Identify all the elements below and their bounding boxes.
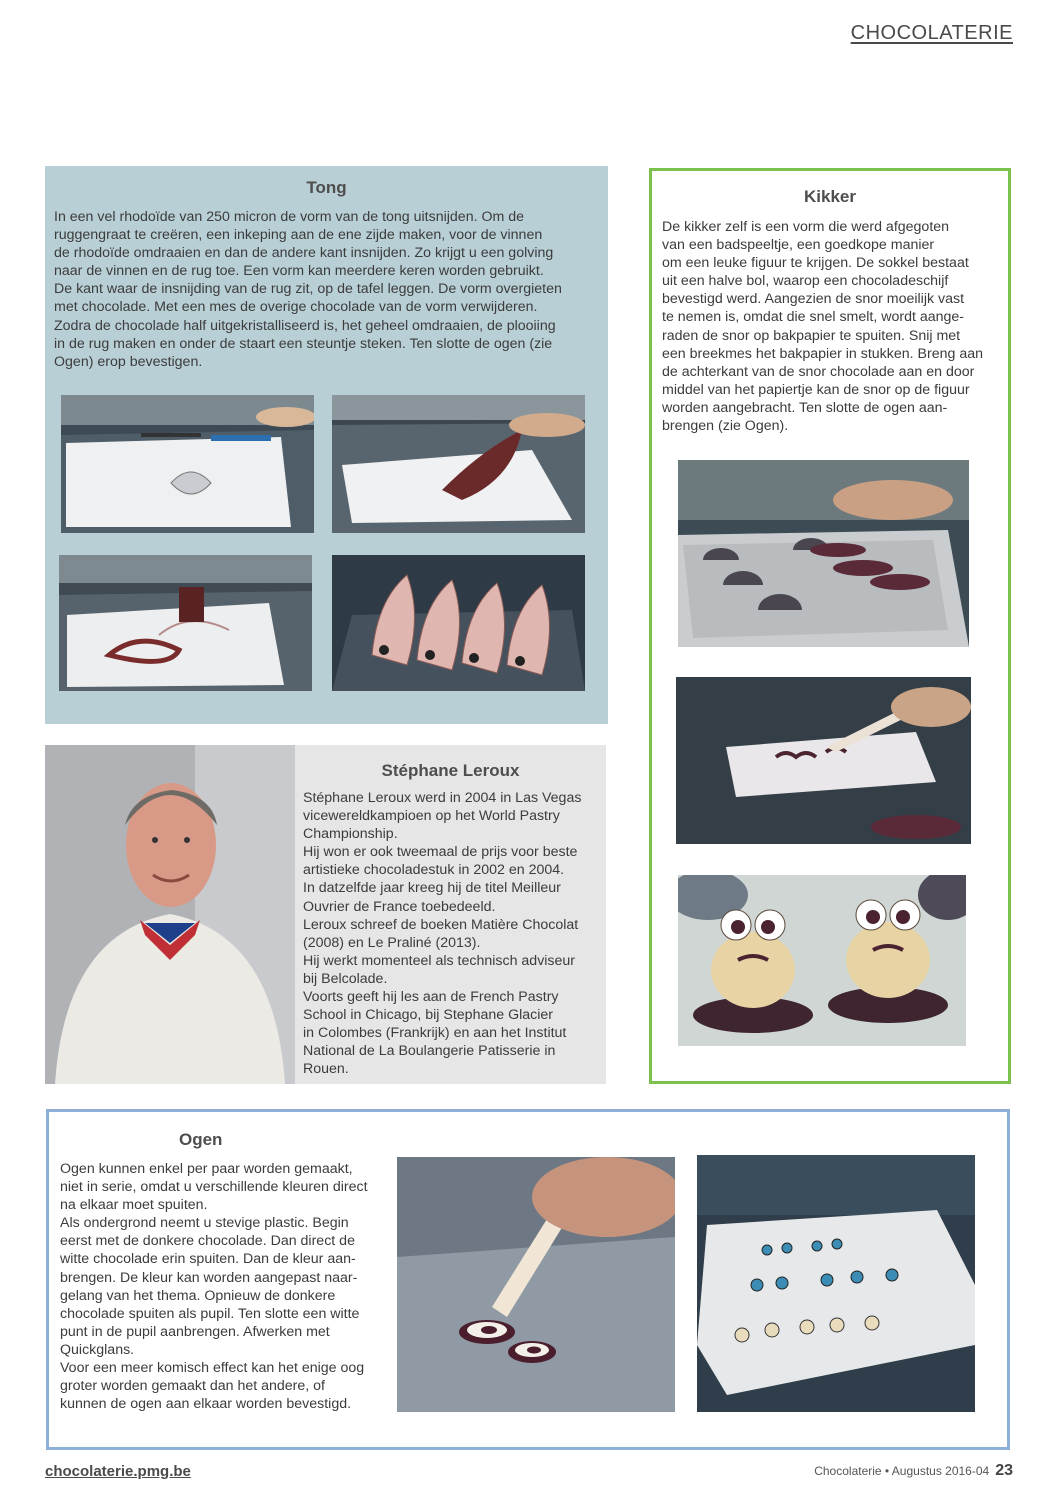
tong-photo-cutting	[61, 395, 314, 533]
kikker-photo-mustache	[676, 677, 971, 844]
ogen-photo-rows	[697, 1155, 975, 1412]
kikker-photo-frogs	[678, 875, 966, 1046]
leroux-box	[45, 745, 606, 1084]
tong-photo-pouring	[332, 395, 585, 533]
kikker-body: De kikker zelf is een vorm die werd afgegoten van een badspeeltje, een goedkope manier om een leuke figuur te krijgen. De sokkel bestaat uit een halve bol, waarop een chocoladeschijf bevestigd werd. Aangezien de snor moeilijk vast te nemen is, omdat die snel smelt, wordt aange- raden de snor op bakpapier te spuiten. Snij met een breekmes het bakpapier in stukken. Breng aan de achterkant van de snor chocolade aan en door middel van het papiertje kan de snor op de figuur worden aangebracht. Ten slotte de ogen aan- brengen (zie Ogen).	[662, 219, 983, 435]
page-number: 23	[995, 1462, 1013, 1479]
footer-issue-label: Chocolaterie • Augustus 2016-04	[814, 1464, 990, 1478]
footer-site-link[interactable]: chocolaterie.pmg.be	[45, 1463, 191, 1480]
ogen-photo-piping	[397, 1157, 675, 1412]
ogen-title: Ogen	[179, 1130, 223, 1149]
tong-photo-shapes	[59, 555, 312, 691]
leroux-portrait	[45, 745, 295, 1084]
tong-body: In een vel rhodoïde van 250 micron de vorm van de tong uitsnijden. Om de ruggengraat te creëren, een inkeping aan de ene zijde maken, voor de vinnen de rhodoïde omdraaien en dan de andere kant insnijden. Zo krijgt u een golving naar de vinnen en de rug toe. Een vorm kan meerdere keren worden gebruikt. De kant waar de insnijding van de rug zit, op de tafel leggen. De vorm overgieten met chocolade. Met een mes de overige chocolade van de vorm verwijderen. Zodra de chocolade half uitgekristalliseerd is, het geheel omdraaien, de plooiing in de rug maken en onder de staart een steuntje steken. Ten slotte de ogen (zie Ogen) erop bevestigen.	[54, 209, 562, 370]
leroux-body: Stéphane Leroux werd in 2004 in Las Vegas vicewereldkampioen op het World Pastry Championship. Hij won er ook tweemaal de prijs voor beste artistieke chocoladestuk in 2002 en 2004. In datzelfde jaar kreeg hij de titel Meilleur Ouvrier de France toebedeeld. Leroux schreef de boeken Matière Chocolat (2008) en Le Praliné (2013). Hij werkt momenteel als technisch adviseur bij Belcolade. Voorts geeft hij les aan de French Pastry School in Chicago, bij Stephane Glacier in Colombes (Frankrijk) en aan het Institut National de La Boulangerie Patisserie in Rouen.	[303, 790, 582, 1078]
ogen-body: Ogen kunnen enkel per paar worden gemaakt, niet in serie, omdat u verschillende kleuren direct na elkaar moet spuiten. Als ondergrond neemt u stevige plastic. Begin eerst met de donkere chocolade. Dan direct de witte chocolade erin spuiten. Dan de kleur aan- brengen. De kleur kan worden aangepast naar- gelang van het thema. Opnieuw de donkere chocolade spuiten als pupil. Ten slotte een witte punt in de pupil aanbrengen. Afwerken met Quickglans. Voor een meer komisch effect kan het enige oog groter worden gemaakt dan het andere, of kunnen de ogen aan elkaar worden bevestigd.	[60, 1161, 368, 1413]
footer-issue	[814, 1462, 1013, 1480]
tong-photo-fish	[332, 555, 585, 691]
section-label: CHOCOLATERIE	[850, 22, 1013, 44]
kikker-photo-domes	[678, 460, 969, 647]
leroux-title: Stéphane Leroux	[381, 761, 520, 780]
tong-title: Tong	[306, 178, 347, 197]
kikker-title: Kikker	[804, 187, 856, 206]
